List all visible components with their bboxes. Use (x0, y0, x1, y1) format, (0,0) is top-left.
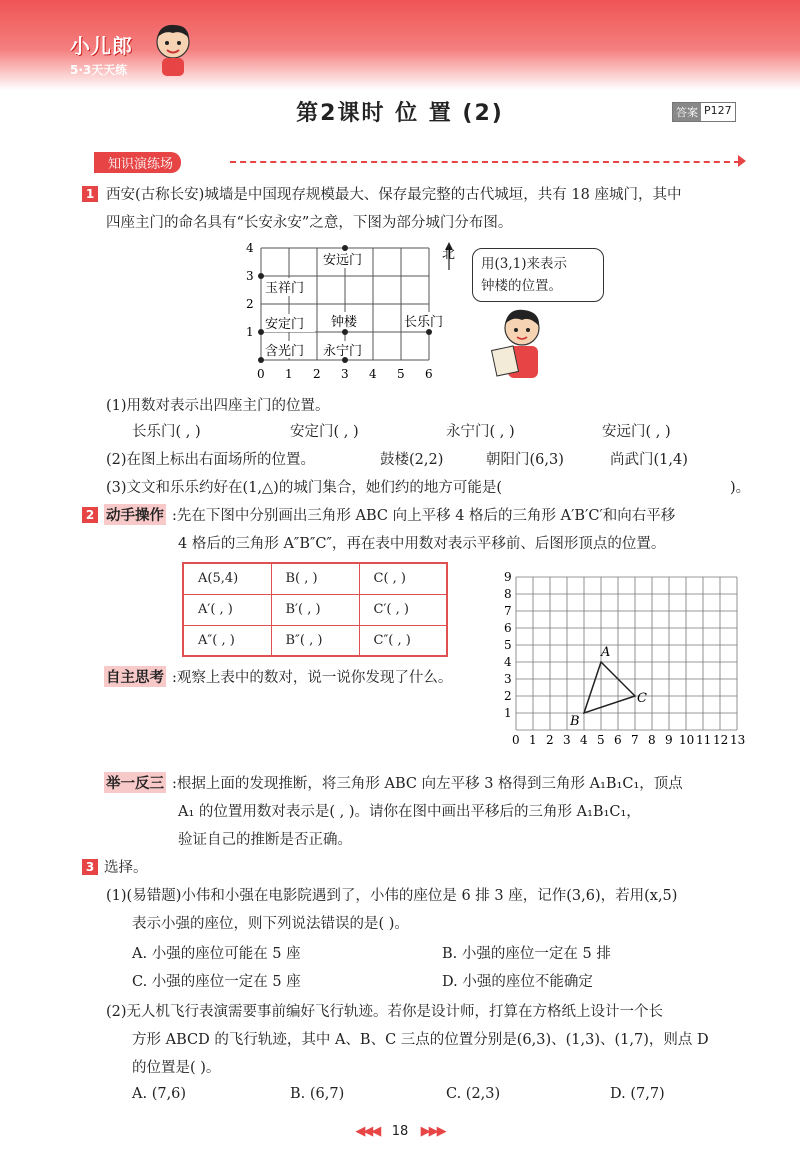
point-label: C (637, 691, 647, 706)
q3-p1-line1: (1)(易错题)小伟和小强在电影院遇到了，小伟的座位是 6 排 3 座，记作(3,6)，若用(x,5) (106, 888, 678, 904)
q2-tag: 动手操作 (104, 504, 166, 525)
question-number-1: 1 (82, 186, 98, 202)
north-label: 北 (442, 247, 456, 262)
vertex-table (182, 562, 448, 657)
table-row (183, 625, 447, 656)
q3-p2-option-b[interactable]: B. (6,7) (290, 1086, 345, 1102)
q3-p2-line1: (2)无人机飞行表演需要事前编好飞行轨迹。若你是设计师，打算在方格纸上设计一个长 (106, 1004, 664, 1020)
think-tag: 自主思考 (104, 666, 166, 687)
extend-line1: :根据上面的发现推断，将三角形 ABC 向左平移 3 格得到三角形 A₁B₁C₁，顶点 (172, 776, 683, 792)
q1-place-gulou: 鼓楼(2,2) (380, 452, 444, 468)
page-number: 18 (391, 1124, 409, 1139)
speech-line2: 钟楼的位置。 (481, 278, 562, 294)
y-tick: 3 (504, 672, 512, 686)
q1-gate-anding[interactable]: 安定门( , ) (290, 424, 359, 440)
q1-sub1: (1)用数对表示出四座主门的位置。 (106, 398, 330, 414)
y-tick: 2 (504, 689, 512, 703)
table-cell[interactable]: C′( , ) (359, 594, 447, 625)
x-tick: 7 (631, 733, 639, 746)
next-page-icon[interactable]: ▶▶▶ (420, 1124, 445, 1139)
student-icon (486, 304, 556, 384)
section-header (80, 152, 750, 172)
speech-line1: 用(3,1)来表示 (481, 256, 568, 272)
question-number-3: 3 (82, 859, 98, 875)
x-tick: 2 (546, 733, 554, 746)
section-label: 知识演练场 (94, 152, 181, 173)
q1-sub3-end: )。 (730, 480, 751, 496)
q1-gate-anyuan[interactable]: 安远门( , ) (602, 424, 671, 440)
gate-point-yuxiang (258, 273, 264, 279)
table-cell[interactable]: B″( , ) (271, 625, 359, 656)
brand-sub: 5·3天天练 (70, 63, 128, 77)
y-tick: 2 (246, 297, 254, 311)
x-tick: 9 (665, 733, 673, 746)
x-tick: 6 (614, 733, 622, 746)
table-row (183, 594, 447, 625)
x-tick: 3 (563, 733, 571, 746)
q3-p2-line2: 方形 ABCD 的飞行轨迹，其中 A、B、C 三点的位置分别是(6,3)、(1,3)、(1,7)，则点 D (132, 1032, 709, 1048)
gate-point-anyuan (342, 245, 348, 251)
mascot-icon (148, 20, 198, 78)
answer-label: 答案 (673, 103, 701, 121)
q2-line2: 4 格后的三角形 A″B″C″，再在表中用数对表示平移前、后图形顶点的位置。 (178, 536, 666, 552)
think-text: :观察上表中的数对，说一说你发现了什么。 (172, 670, 453, 686)
y-tick: 3 (246, 269, 254, 283)
q3-p1-option-d[interactable]: D. 小强的座位不能确定 (442, 974, 593, 990)
x-tick: 6 (425, 367, 433, 381)
brand (70, 30, 133, 78)
coordinate-grid (498, 560, 748, 746)
q3-p1-option-a[interactable]: A. 小强的座位可能在 5 座 (132, 946, 301, 962)
triangle-abc (584, 662, 635, 713)
y-tick: 4 (504, 655, 512, 669)
gate-point-hanguang (258, 357, 264, 363)
point-label: B (570, 714, 580, 729)
x-tick: 8 (648, 733, 656, 746)
x-tick: 5 (597, 733, 605, 746)
y-tick: 9 (504, 570, 512, 584)
q1-intro-line1: 西安(古称长安)城墙是中国现存规模最大、保存最完整的古代城垣，共有 18 座城门，其中 (106, 187, 682, 203)
gate-label: 含光门 (265, 344, 305, 359)
gate-label: 永宁门 (323, 344, 363, 359)
answer-tag[interactable] (672, 102, 736, 122)
gate-map (236, 240, 466, 385)
gate-label: 钟楼 (331, 315, 358, 330)
gate-label: 安定门 (265, 317, 305, 332)
x-tick: 1 (529, 733, 537, 746)
question-number-2: 2 (82, 507, 98, 523)
section-divider (230, 161, 740, 163)
brand-logo: 小儿郎 (70, 34, 133, 58)
speech-bubble (472, 248, 604, 302)
y-tick: 4 (246, 241, 254, 255)
q1-gate-changle[interactable]: 长乐门( , ) (132, 424, 201, 440)
y-tick: 1 (246, 325, 254, 339)
q3-p2-option-d[interactable]: D. (7,7) (610, 1086, 665, 1102)
q3-p2-option-c[interactable]: C. (2,3) (446, 1086, 501, 1102)
x-tick: 5 (397, 367, 405, 381)
gate-label: 长乐门 (404, 315, 444, 330)
extend-line2: A₁ 的位置用数对表示是( , )。请你在图中画出平移后的三角形 A₁B₁C₁， (178, 804, 641, 820)
q1-place-shangwu: 尚武门(1,4) (610, 452, 688, 468)
table-cell[interactable]: A(5,4) (183, 563, 271, 594)
arrow-right-icon (738, 155, 746, 167)
x-tick: 0 (257, 367, 265, 381)
x-tick: 11 (696, 733, 712, 746)
q3-p1-line2: 表示小强的座位，则下列说法错误的是( )。 (132, 916, 409, 932)
table-cell[interactable]: C( , ) (359, 563, 447, 594)
x-tick: 4 (580, 733, 588, 746)
q1-place-chaoyang: 朝阳门(6,3) (486, 452, 564, 468)
gate-point-anding (258, 329, 264, 335)
gate-label: 安远门 (323, 253, 363, 268)
q1-sub2: (2)在图上标出右面场所的位置。 (106, 452, 316, 468)
extend-line3: 验证自己的推断是否正确。 (178, 832, 352, 848)
x-tick: 4 (369, 367, 377, 381)
prev-page-icon[interactable]: ◀◀◀ (355, 1124, 380, 1139)
page-footer (0, 1124, 800, 1139)
y-tick: 5 (504, 638, 512, 652)
x-tick: 1 (285, 367, 293, 381)
q3-p2-line3: 的位置是( )。 (132, 1060, 221, 1076)
x-tick: 12 (713, 733, 729, 746)
q3-p2-option-a[interactable]: A. (7,6) (132, 1086, 187, 1102)
y-tick: 8 (504, 587, 512, 601)
x-tick: 3 (341, 367, 349, 381)
q3-title: 选择。 (104, 860, 148, 876)
q1-intro-line2: 四座主门的命名具有“长安永安”之意，下图为部分城门分布图。 (106, 215, 513, 231)
q3-p1-option-c[interactable]: C. 小强的座位一定在 5 座 (132, 974, 301, 990)
x-tick: 0 (512, 733, 520, 746)
table-cell[interactable]: C″( , ) (359, 625, 447, 656)
point-label: A (601, 645, 611, 660)
table-row (183, 563, 447, 594)
y-tick: 1 (504, 706, 512, 720)
q1-sub3: (3)文文和乐乐约好在(1,△)的城门集合，她们约的地方可能是( (106, 480, 502, 496)
x-tick: 10 (679, 733, 695, 746)
extend-tag: 举一反三 (104, 772, 166, 793)
q3-p1-option-b[interactable]: B. 小强的座位一定在 5 排 (442, 946, 611, 962)
answer-page: P127 (704, 104, 732, 117)
x-tick: 2 (313, 367, 321, 381)
q1-gate-yongning[interactable]: 永宁门( , ) (446, 424, 515, 440)
y-tick: 7 (504, 604, 512, 618)
table-cell[interactable]: A′( , ) (183, 594, 271, 625)
q2-line1: :先在下图中分别画出三角形 ABC 向上平移 4 格后的三角形 A′B′C′和向右平移 (172, 508, 676, 524)
gate-label: 玉祥门 (265, 281, 305, 296)
x-tick: 13 (730, 733, 746, 746)
y-tick: 6 (504, 621, 512, 635)
page-title: 第2课时 位 置 (2) (296, 101, 504, 126)
table-cell[interactable]: B′( , ) (271, 594, 359, 625)
table-cell[interactable]: B( , ) (271, 563, 359, 594)
table-cell[interactable]: A″( , ) (183, 625, 271, 656)
